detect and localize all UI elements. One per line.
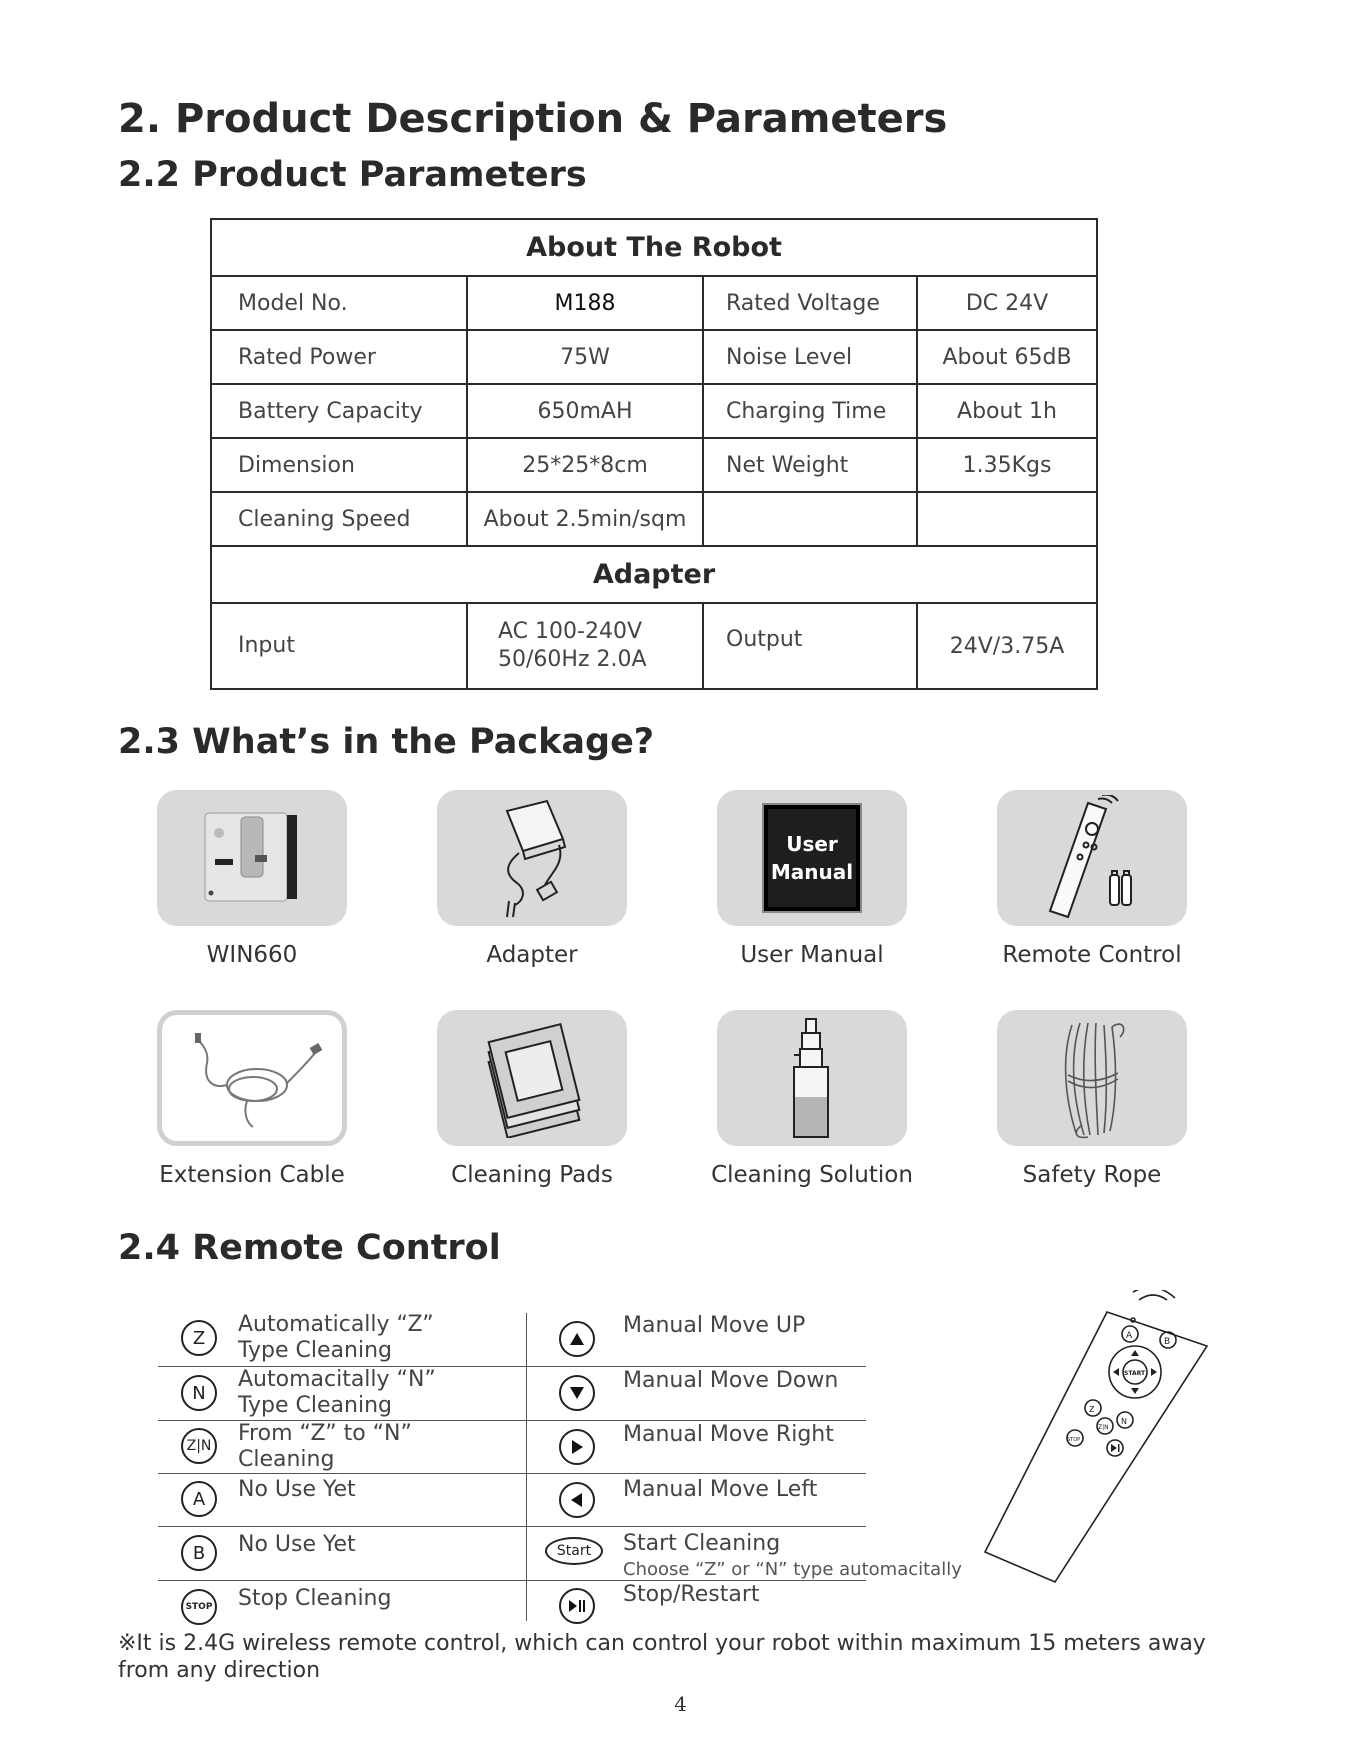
params-heading: 2.2 Product Parameters <box>118 155 587 195</box>
cable-icon <box>177 1023 327 1133</box>
function-line2: Choose “Z” or “N” type automacitally <box>623 1559 962 1580</box>
function-description: Stop/Restart <box>623 1582 760 1607</box>
param-value: M188 <box>467 276 703 330</box>
remote-a-label: A <box>1126 1331 1133 1341</box>
remote-control-icon <box>1032 795 1152 921</box>
package-heading: 2.3 What’s in the Package? <box>118 722 655 762</box>
stop-button-icon: STOP <box>181 1589 217 1625</box>
function-description: No Use Yet <box>238 1532 356 1557</box>
package-item-remote <box>997 790 1187 968</box>
play-pause-icon <box>559 1588 595 1624</box>
param-label: Charging Time <box>703 384 917 438</box>
note-line1: ※It is 2.4G wireless remote control, which can control your robot within maximum 15 meters away <box>118 1631 1206 1656</box>
package-item-label: Remote Control <box>1002 942 1182 968</box>
table-row <box>211 603 1097 689</box>
table-row <box>211 384 1097 438</box>
function-line2: Type Cleaning <box>238 1338 392 1363</box>
table-row <box>211 492 1097 546</box>
param-label: Rated Voltage <box>703 276 917 330</box>
a-button-icon: A <box>181 1481 217 1517</box>
function-description: Manual Move Left <box>623 1477 818 1502</box>
z-button-icon: Z <box>181 1320 217 1356</box>
column-divider <box>526 1313 527 1621</box>
table-row <box>211 438 1097 492</box>
start-button-icon: Start <box>545 1537 603 1565</box>
param-value: About 65dB <box>917 330 1097 384</box>
remote-control-diagram <box>975 1290 1225 1590</box>
row-divider <box>158 1526 866 1527</box>
function-line1: Start Cleaning <box>623 1531 781 1556</box>
function-description: Manual Move Right <box>623 1422 834 1447</box>
param-value: DC 24V <box>917 276 1097 330</box>
page-number: 4 <box>674 1692 687 1716</box>
n-button-icon: N <box>181 1375 217 1411</box>
section-title: 2. Product Description & Parameters <box>118 96 948 142</box>
param-value: 650mAH <box>467 384 703 438</box>
adapter-icon <box>467 793 597 923</box>
remote-stop-label: STOP <box>1067 1437 1081 1443</box>
function-description <box>238 1421 412 1473</box>
function-description: Stop Cleaning <box>238 1586 392 1611</box>
function-description <box>238 1312 434 1364</box>
note-line2: from any direction <box>118 1658 321 1683</box>
package-item-robot <box>157 790 347 968</box>
function-description: Manual Move UP <box>623 1313 806 1338</box>
remote-zn-label: Z|N <box>1098 1424 1109 1431</box>
table-row <box>211 276 1097 330</box>
param-label: Rated Power <box>211 330 467 384</box>
param-value: 25*25*8cm <box>467 438 703 492</box>
left-arrow-icon <box>559 1482 595 1518</box>
function-line1: Automatically “Z” <box>238 1312 434 1337</box>
param-value: 24V/3.75A <box>917 603 1097 689</box>
param-label: Output <box>703 603 917 689</box>
row-divider <box>158 1473 866 1474</box>
package-item-cleaning-pads <box>437 1010 627 1188</box>
cleaning-pads-icon <box>467 1018 597 1138</box>
param-label: Cleaning Speed <box>211 492 467 546</box>
right-arrow-icon <box>559 1429 595 1465</box>
remote-n-label: N <box>1121 1417 1127 1426</box>
function-line2: Cleaning <box>238 1447 335 1472</box>
param-value <box>467 603 703 689</box>
adapter-section-title: Adapter <box>211 546 1097 603</box>
parameters-table <box>210 218 1098 690</box>
b-button-icon: B <box>181 1535 217 1571</box>
param-label: Battery Capacity <box>211 384 467 438</box>
table-row <box>211 330 1097 384</box>
param-value <box>917 492 1097 546</box>
manual-cover-line1: User <box>786 832 838 856</box>
robot-section-title: About The Robot <box>211 219 1097 276</box>
input-value-line2: 50/60Hz 2.0A <box>498 647 647 672</box>
param-label: Noise Level <box>703 330 917 384</box>
param-value: 75W <box>467 330 703 384</box>
package-item-manual <box>717 790 907 968</box>
package-item-cleaning-solution <box>711 1010 913 1188</box>
function-line2: Type Cleaning <box>238 1393 392 1418</box>
package-item-extension-cable <box>157 1010 347 1188</box>
param-label: Net Weight <box>703 438 917 492</box>
remote-z-label: Z <box>1089 1405 1095 1414</box>
param-value: About 2.5min/sqm <box>467 492 703 546</box>
manual-cover-line2: Manual <box>770 860 854 884</box>
remote-b-label: B <box>1164 1337 1171 1347</box>
manual-cover <box>764 805 860 911</box>
function-description <box>238 1367 436 1419</box>
spray-bottle-icon <box>772 1015 852 1141</box>
function-line1: From “Z” to “N” <box>238 1421 412 1446</box>
param-label: Input <box>211 603 467 689</box>
package-item-label: Cleaning Pads <box>451 1162 613 1188</box>
remote-start-label: START <box>1124 1370 1146 1377</box>
robot-icon <box>197 803 307 913</box>
package-item-adapter <box>437 790 627 968</box>
package-item-label: Extension Cable <box>159 1162 345 1188</box>
package-item-label: Cleaning Solution <box>711 1162 913 1188</box>
param-value: 1.35Kgs <box>917 438 1097 492</box>
remote-heading: 2.4 Remote Control <box>118 1228 501 1268</box>
package-item-label: Safety Rope <box>1022 1162 1162 1188</box>
zn-button-icon: Z|N <box>181 1428 217 1464</box>
param-label: Dimension <box>211 438 467 492</box>
package-item-label: WIN660 <box>206 942 298 968</box>
up-arrow-icon <box>559 1321 595 1357</box>
param-label: Model No. <box>211 276 467 330</box>
function-description: Manual Move Down <box>623 1368 839 1393</box>
down-arrow-icon <box>559 1375 595 1411</box>
param-value: About 1h <box>917 384 1097 438</box>
function-description: No Use Yet <box>238 1477 356 1502</box>
package-item-label: User Manual <box>740 942 884 968</box>
wireless-note <box>118 1630 1228 1684</box>
package-item-label: Adapter <box>486 942 578 968</box>
safety-rope-icon <box>1042 1015 1142 1141</box>
package-item-safety-rope <box>997 1010 1187 1188</box>
param-label <box>703 492 917 546</box>
input-value-line1: AC 100-240V <box>498 619 642 644</box>
function-description <box>623 1531 962 1583</box>
function-line1: Automacitally “N” <box>238 1367 436 1392</box>
